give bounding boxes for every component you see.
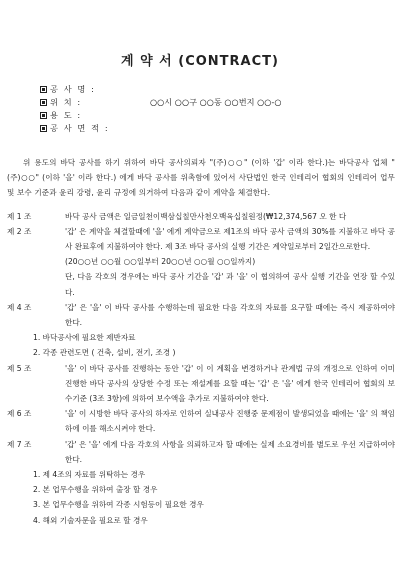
list-item: 2. 본 업무수행을 위하여 출장 할 경우 [33, 485, 158, 495]
checkbox-bullet-icon [40, 86, 47, 93]
article-number: 제 5 조 [7, 363, 32, 373]
list-item: 2. 각종 관련도면 ( 건축, 설비, 전기, 조경 ) [33, 348, 176, 358]
field-project-name [40, 83, 390, 96]
checkbox-bullet-icon [40, 112, 47, 119]
field-label: 공 사 명 : [50, 84, 96, 94]
article-number: 제 2 조 [7, 226, 32, 236]
field-location [40, 96, 390, 109]
field-label: 용 도 : [50, 110, 82, 120]
list-item: 4. 해외 기술자문을 필요로 할 경우 [33, 515, 148, 525]
list-item: 1. 바닥공사에 필요한 제반자료 [33, 333, 136, 343]
field-label: 위 치 : [50, 97, 82, 107]
intro-paragraph: 위 용도의 바닥 공사를 하기 위하여 바닥 공사의뢰자 "(주)○○" (이하 '갑' 이라 한다.)는 바닥공사 업체 "(주)○○" (이하 '을' 이라 한다.) 에게 바닥 공사를 위촉함에 있어서 사단법인 한국 인테리어 협회의 인테리어 업무 및 보수 기준과 윤리 강령, 윤리 규정에 의거하여 다음과 같이 계약을 체결한다. [7, 158, 395, 198]
article-text: '갑' 은 '을' 이 바닥 공사를 수행하는데 필요한 다음 각호의 자료를 요구할 때에는 즉시 제공하여야 한다. [65, 302, 395, 328]
field-usage [40, 109, 390, 122]
article-6 [7, 406, 395, 436]
list-item: 1. 제 4조의 자료를 위탁하는 경우 [33, 470, 146, 480]
article-number: 제 4 조 [7, 302, 32, 312]
field-label: 공 사 면 적 : [50, 123, 110, 133]
article-text: (20○○년 ○○월 ○○일부터 20○○년 ○○월 ○○일까지) [65, 257, 256, 267]
article-5 [7, 361, 395, 407]
checkbox-bullet-icon [40, 99, 47, 106]
article-1 [7, 209, 395, 224]
checkbox-bullet-icon [40, 125, 47, 132]
article-number: 제 1 조 [7, 211, 32, 221]
contract-fields [40, 83, 390, 135]
contract-body [7, 155, 395, 528]
article-2 [7, 224, 395, 300]
article-text: '갑' 은 계약을 체결할때에 '을' 에게 계약금으로 제1조의 바닥 공사 금액의 30%를 지불하고 바닥 공사 완료후에 지불하여야 한다. 제 3조 바닥 공사의 실행 기간은 계약일로부터 2일간으로한다. [65, 226, 395, 252]
article-number: 제 7 조 [7, 439, 32, 449]
list-item: 3. 본 업무수행을 위하여 각종 시험등이 필요한 경우 [33, 500, 204, 510]
field-value: ○○시 ○○구 ○○동 ○○번지 ○○-○ [150, 97, 282, 107]
article-text: '을' 이 바닥 공사를 진행하는 동안 '갑' 이 이 계획을 변경하거나 관계법 규의 개정으로 인하여 이미 진행한 바닥 공사의 상당한 수정 또는 재설계를 요할 때는 '갑' 은 '을' 에게 한국 인테리어 협회의 보수기준 (3조 3항)에 의하여 보수액을 추가로 지불하여야 한다. [65, 363, 395, 404]
article-text: '을' 이 시방한 바닥 공사의 하자로 인하여 실내공사 진행중 문제점이 발생되었을 때에는 '을' 의 책임하에 이를 해소시켜야 한다. [65, 409, 395, 434]
article-4 [7, 300, 395, 330]
document-title: 계 약 서 (CONTRACT) [121, 54, 279, 69]
article-text: '갑' 은 '을' 에게 다음 각호의 사항을 의뢰하고자 할 때에는 실제 소요경비를 별도로 우선 지급하여야 한다. [65, 439, 395, 464]
article-text: 단, 다음 각호의 경우에는 바닥 공사 기간을 '갑' 과 '을' 이 협의하여 공사 실행 기간을 연장 할 수있다. [65, 272, 395, 297]
article-text: 바닥 공사 금액은 일금일천이백삼십칠만사천오백육십칠원정(₩12,374,567 오 한 다 [65, 211, 347, 221]
article-7 [7, 437, 395, 467]
article-number: 제 6 조 [7, 409, 32, 419]
field-area [40, 122, 390, 135]
